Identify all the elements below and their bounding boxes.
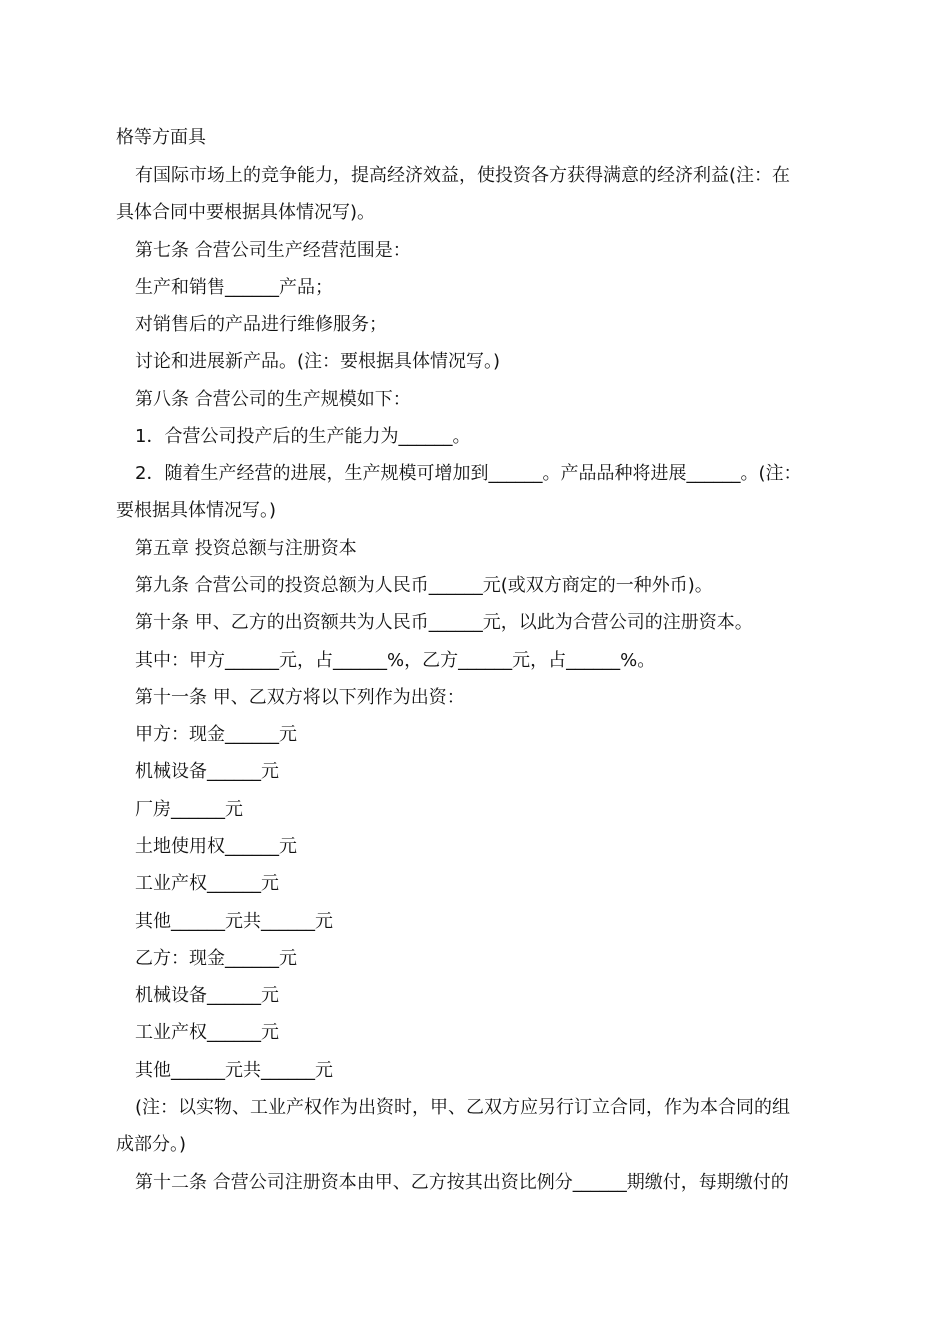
text-line: 1．合营公司投产后的生产能力为______。 [135,426,471,447]
article-heading: 第十条 甲、乙方的出资额共为人民币______元，以此为合营公司的注册资本。 [135,612,753,633]
text-line: 厂房______元 [135,799,243,820]
text-line: 其他______元共______元 [135,911,333,932]
note-line: (注：以实物、工业产权作为出资时，甲、乙双方应另行订立合同，作为本合同的组 [135,1097,791,1118]
text-line: 讨论和进展新产品。(注：要根据具体情况写。) [135,351,501,372]
text-line: 生产和销售______产品； [135,277,333,298]
article-heading: 第九条 合营公司的投资总额为人民币______元(或双方商定的一种外币)。 [135,575,713,596]
text-line: 工业产权______元 [135,873,279,894]
note-line: 成部分。) [116,1134,187,1155]
text-line: 乙方：现金______元 [135,948,297,969]
text-line: 机械设备______元 [135,985,279,1006]
article-heading: 第十二条 合营公司注册资本由甲、乙方按其出资比例分______期缴付，每期缴付的 [135,1172,789,1193]
text-line: 甲方：现金______元 [135,724,297,745]
text-line: 其他______元共______元 [135,1060,333,1081]
chapter-heading: 第五章 投资总额与注册资本 [135,538,357,559]
text-line: 格等方面具 [116,127,206,148]
text-line: 2．随着生产经营的进展，生产规模可增加到______。产品品种将进展______。(注： [135,463,802,484]
text-line: 机械设备______元 [135,761,279,782]
text-line: 土地使用权______元 [135,836,297,857]
text-line: 工业产权______元 [135,1022,279,1043]
text-line: 有国际市场上的竞争能力，提高经济效益，使投资各方获得满意的经济利益(注：在 [135,165,791,186]
text-line: 其中：甲方______元，占______%，乙方______元，占______%。 [135,650,656,671]
article-heading: 第十一条 甲、乙双方将以下列作为出资： [135,687,465,708]
text-line: 具体合同中要根据具体情况写)。 [116,202,376,223]
article-heading: 第七条 合营公司生产经营范围是： [135,240,411,261]
text-line: 对销售后的产品进行维修服务； [135,314,387,335]
text-line: 要根据具体情况写。) [116,500,277,521]
article-heading: 第八条 合营公司的生产规模如下： [135,389,411,410]
